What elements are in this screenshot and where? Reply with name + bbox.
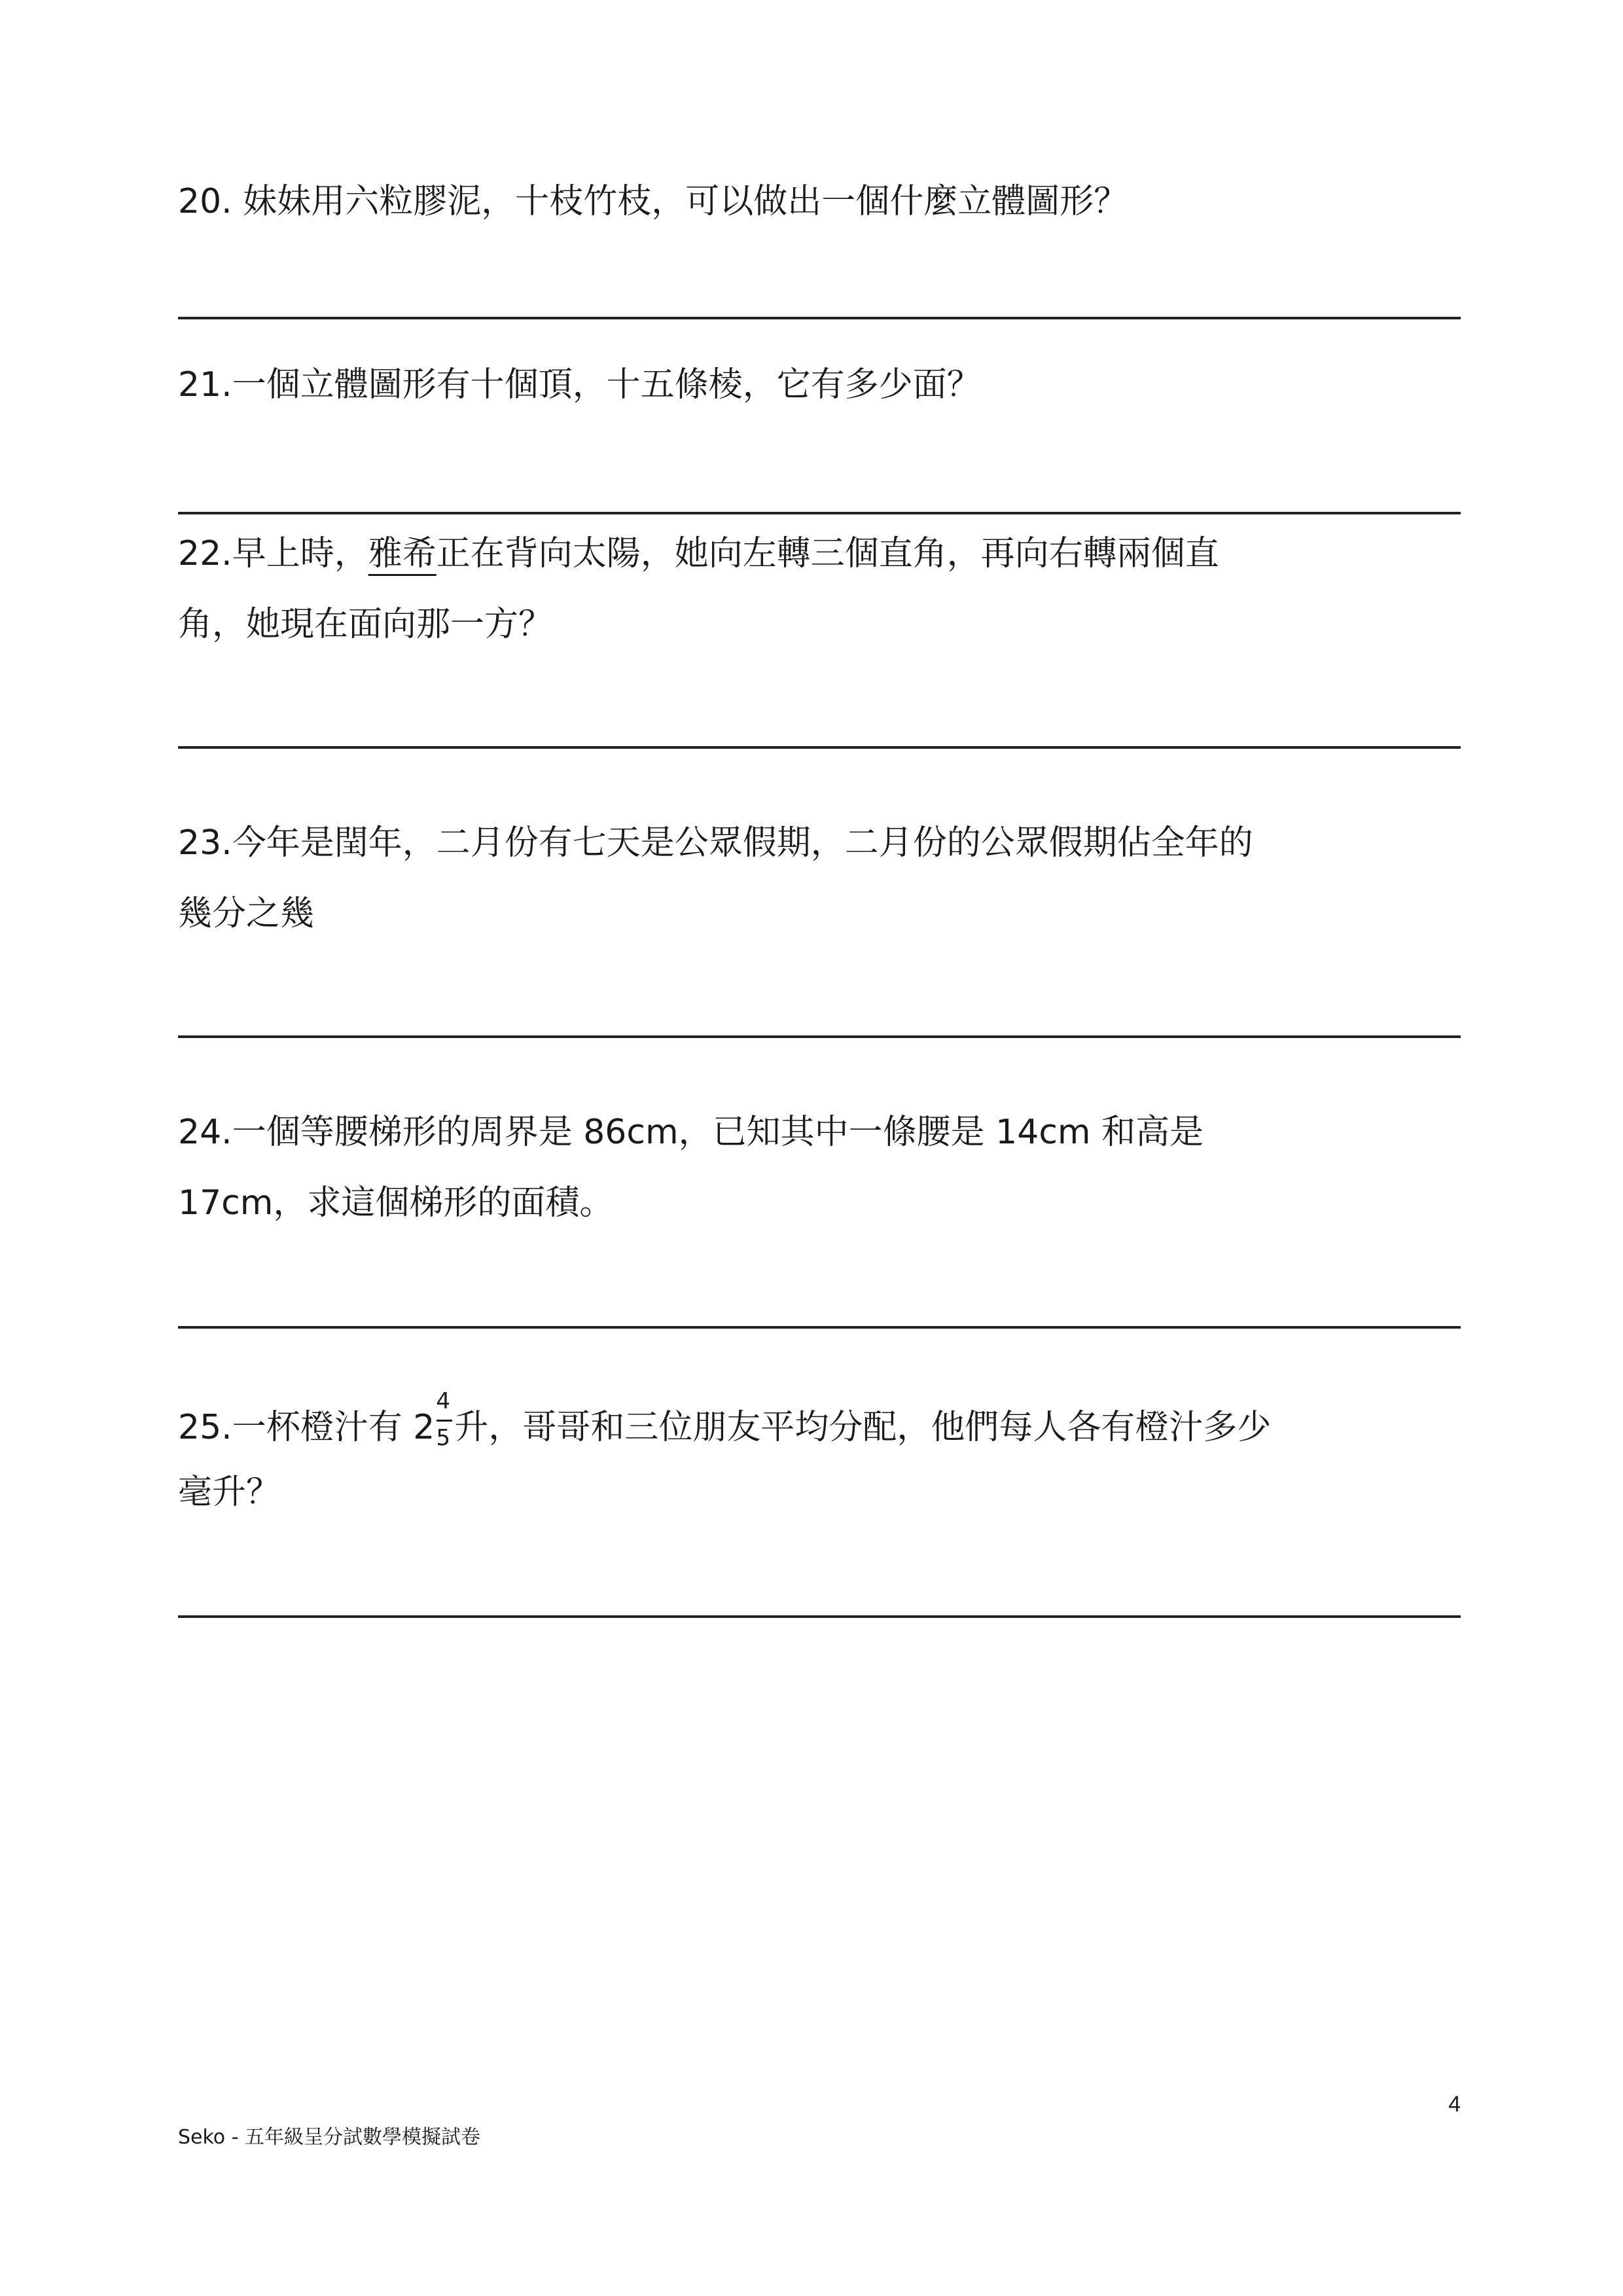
page-number: 4: [1448, 2092, 1461, 2117]
question-23-line-1: 23.今年是閏年，二月份有七天是公眾假期，二月份的公眾假期佔全年的: [178, 823, 1253, 863]
question-22-prefix: 22.早上時，: [178, 534, 368, 573]
fraction-bar: [437, 1420, 452, 1422]
question-25-line-1: [178, 1388, 1461, 1451]
answer-line-22: [178, 746, 1461, 749]
question-22-line-1: [178, 534, 1461, 573]
question-24-line-1: 24.一個等腰梯形的周界是 86cm，已知其中一條腰是 14cm 和高是: [178, 1113, 1204, 1152]
answer-line-23: [178, 1035, 1461, 1038]
answer-line-25: [178, 1615, 1461, 1618]
question-25-line-2: 毫升？: [178, 1473, 281, 1512]
question-24-line-2: 17cm，求這個梯形的面積。: [178, 1183, 614, 1223]
answer-line-21: [178, 512, 1461, 514]
answer-line-24: [178, 1326, 1461, 1329]
question-22-line-2: 角，她現在面向那一方？: [178, 605, 553, 644]
fraction-denominator: 5: [436, 1425, 450, 1451]
answer-line-20: [178, 317, 1461, 319]
footer: Seko - 五年級呈分試數學模擬試卷: [178, 2126, 481, 2149]
question-23-line-2: 幾分之幾: [178, 894, 315, 933]
question-25-rest: 升，哥哥和三位朋友平均分配，他們每人各有橙汁多少: [454, 1408, 1272, 1447]
question-25-prefix: 25.一杯橙汁有 2: [178, 1408, 435, 1447]
student-name: 雅希: [368, 534, 437, 573]
mixed-fraction: [435, 1388, 454, 1451]
fraction-numerator: 4: [436, 1388, 450, 1414]
question-22-rest: 正在背向太陽，她向左轉三個直角，再向右轉兩個直: [436, 534, 1219, 573]
question-21: 21.一個立體圖形有十個頂，十五條棱，它有多少面？: [178, 365, 981, 404]
question-20: 20. 妹妹用六粒膠泥，十枝竹枝，可以做出一個什麼立體圖形？: [178, 182, 1128, 221]
